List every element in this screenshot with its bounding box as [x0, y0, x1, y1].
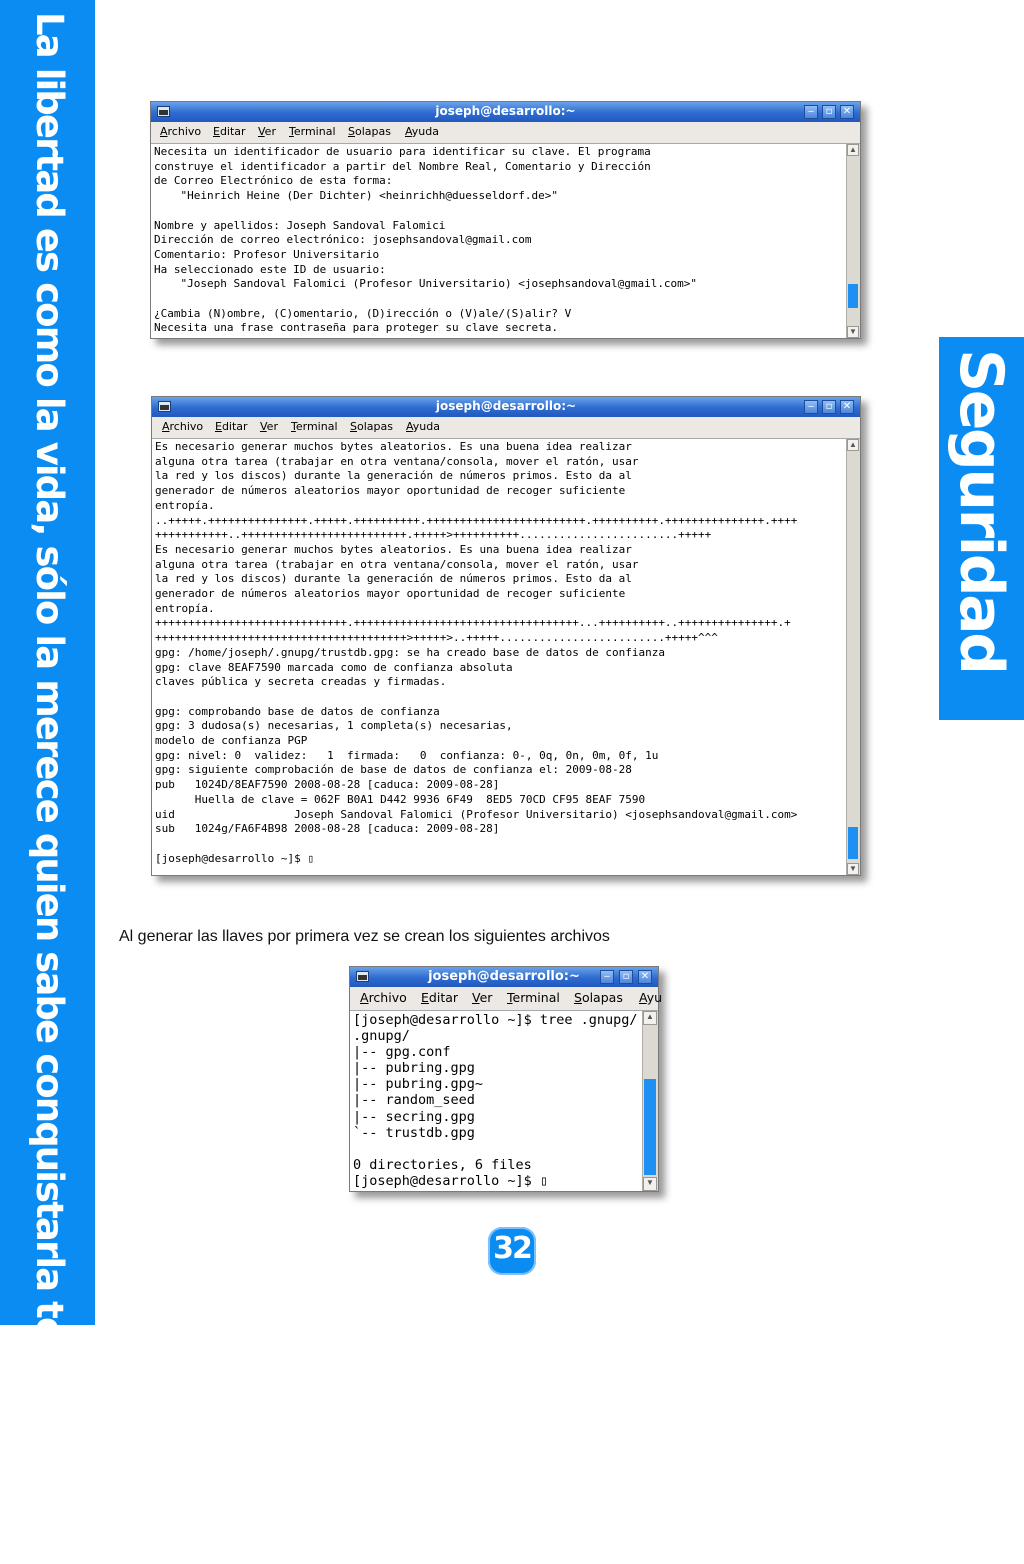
caption: Al generar las llaves por primera vez se crean los siguientes archivos	[119, 928, 610, 945]
menu-solapas[interactable]: Solapas	[350, 420, 393, 433]
section-title: Seguridad	[946, 349, 1016, 673]
close-button[interactable]: ✕	[638, 970, 652, 984]
scrollbar[interactable]	[846, 144, 860, 338]
menu-editar[interactable]: Editar	[421, 990, 459, 1005]
menu-ayuda[interactable]: Ayuda	[405, 125, 439, 138]
maximize-button[interactable]: ▫	[619, 970, 633, 984]
terminal-text: [joseph@desarrollo ~]$ tree .gnupg/ .gnupg/ |-- gpg.conf |-- pubring.gpg |-- pubring.gpg~ |-- random_seed |-- secring.gpg `-- trustdb.gpg 0 directories, 6 files [joseph@desarrollo ~]$ ▯	[353, 1012, 638, 1189]
menu-ayuda[interactable]: Ayu	[639, 990, 663, 1005]
menu-bar	[350, 987, 663, 1010]
menu-terminal[interactable]: Terminal	[291, 420, 338, 433]
scroll-up-icon[interactable]: ▲	[847, 144, 859, 156]
scroll-thumb[interactable]	[644, 1079, 656, 1175]
scroll-up-icon[interactable]: ▲	[643, 1011, 657, 1025]
maximize-button[interactable]: ▫	[822, 400, 836, 414]
scroll-down-icon[interactable]: ▼	[847, 326, 859, 338]
page-number-text: 32	[493, 1231, 531, 1266]
menu-ver[interactable]: Ver	[258, 125, 276, 138]
scroll-thumb[interactable]	[848, 827, 858, 859]
menu-ver[interactable]: Ver	[260, 420, 278, 433]
menu-archivo[interactable]: Archivo	[160, 125, 202, 138]
terminal-window-1	[150, 101, 861, 339]
terminal-output[interactable]	[350, 1010, 658, 1191]
title-bar	[152, 397, 860, 417]
menu-bar	[151, 122, 860, 143]
menu-bar	[152, 417, 860, 438]
terminal-output[interactable]	[151, 143, 860, 338]
scroll-up-icon[interactable]: ▲	[847, 439, 859, 451]
menu-solapas[interactable]: Solapas	[348, 125, 391, 138]
menu-archivo[interactable]: Archivo	[162, 420, 204, 433]
menu-solapas[interactable]: Solapas	[574, 990, 623, 1005]
menu-terminal[interactable]: Terminal	[289, 125, 336, 138]
title-bar	[151, 102, 860, 122]
scroll-thumb[interactable]	[848, 284, 858, 308]
minimize-button[interactable]: ‒	[600, 970, 614, 984]
terminal-output[interactable]	[152, 438, 860, 875]
close-button[interactable]: ✕	[840, 400, 854, 414]
window-title: joseph@desarrollo:~	[428, 969, 580, 984]
scroll-down-icon[interactable]: ▼	[643, 1177, 657, 1191]
scrollbar[interactable]	[846, 439, 860, 875]
scroll-down-icon[interactable]: ▼	[847, 863, 859, 875]
menu-editar[interactable]: Editar	[213, 125, 246, 138]
minimize-button[interactable]: ‒	[804, 105, 818, 119]
window-title: joseph@desarrollo:~	[435, 399, 577, 413]
side-slogan: La libertad es como la vida, sólo la merece quien sabe conquistarla todos los días	[28, 12, 71, 1564]
window-title: joseph@desarrollo:~	[435, 104, 576, 118]
terminal-window-3	[349, 966, 663, 1192]
menu-ver[interactable]: Ver	[472, 990, 493, 1005]
menu-archivo[interactable]: Archivo	[360, 990, 407, 1005]
maximize-button[interactable]: ▫	[822, 105, 836, 119]
terminal-window-2	[151, 396, 861, 876]
page-number	[488, 1227, 536, 1275]
menu-ayuda[interactable]: Ayuda	[406, 420, 440, 433]
menu-editar[interactable]: Editar	[215, 420, 248, 433]
scrollbar[interactable]	[642, 1011, 658, 1191]
title-bar	[350, 967, 658, 987]
terminal-text: Necesita un identificador de usuario para identificar su clave. El programa construye el identificador a partir del Nombre Real, Comentario y Dirección de Correo Electrónico de esta forma: "Heinrich Heine (Der Dichter) <heinrichh@duesseldorf.de>" Nombre y apellidos: Joseph Sandoval Falomici Dirección de correo electrónico: josephsandoval@gmail.com Comentario: Profesor Universitario Ha seleccionado este ID de usuario: "Joseph Sandoval Falomici (Profesor Universitario) <josephsandoval@gmail.com>" ¿Cambia (N)ombre, (C)omentario, (D)irección o (V)ale/(S)alir? V Necesita una frase contraseña para proteger su clave secreta.	[154, 145, 698, 335]
menu-terminal[interactable]: Terminal	[507, 990, 560, 1005]
minimize-button[interactable]: ‒	[804, 400, 818, 414]
terminal-text: Es necesario generar muchos bytes aleatorios. Es una buena idea realizar alguna otra tarea (trabajar en otra ventana/consola, mover el ratón, usar la red y los discos) durante la generación de números primos. Esto da al generador de números aleatorios mayor oportunidad de recoger suficiente entropía. ..+++++.+++++++++++++++.+++++.++++++++++.++++++++++++++++++++++++.++++++++++.+++++++++++++++.++++ +++++++++++..+++++++++++++++++++++++++.+++++>++++++++++........................+++++ Es necesario generar muchos bytes aleatorios. Es una buena idea realizar alguna otra tarea (trabajar en otra ventana/consola, mover el ratón, usar la red y los discos) durante la generación de números primos. Esto da al generador de números aleatorios mayor oportunidad de recoger suficiente entropía. +++++++++++++++++++++++++++++.++++++++++++++++++++++++++++++++++...++++++++++..+++++++++++++++.+ ++++++++++++++++++++++++++++++++++++++>+++++>..+++++.........................+++++^^^ gpg: /home/joseph/.gnupg/trustdb.gpg: se ha creado base de datos de confianza gpg: clave 8EAF7590 marcada como de confianza absoluta claves pública y secreta creadas y firmadas. gpg: comprobando base de datos de confianza gpg: 3 dudosa(s) necesarias, 1 completa(s) necesarias, modelo de confianza PGP gpg: nivel: 0 validez: 1 firmada: 0 confianza: 0-, 0q, 0n, 0m, 0f, 1u gpg: siguiente comprobación de base de datos de confianza el: 2009-08-28 pub 1024D/8EAF7590 2008-08-28 [caduca: 2009-08-28] Huella de clave = 062F B0A1 D442 9936 6F49 8ED5 70CD CF95 8EAF 7590 uid Joseph Sandoval Falomici (Profesor Universitario) <josephsandoval@gmail.com> sub 1024g/FA6F4B98 2008-08-28 [caduca: 2009-08-28] [joseph@desarrollo ~]$ ▯	[155, 440, 798, 865]
close-button[interactable]: ✕	[840, 105, 854, 119]
